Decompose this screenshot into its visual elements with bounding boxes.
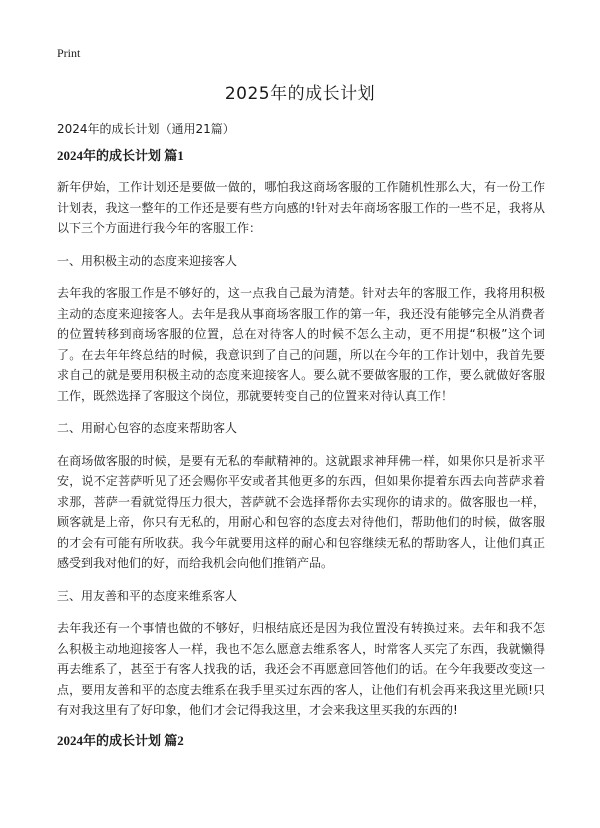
print-link[interactable]: Print xyxy=(57,46,81,60)
item-paragraph-2: 在商场做客服的时候，是要有无私的奉献精神的。这就跟求神拜佛一样，如果你只是祈求平安，说不定菩萨听见了还会赐你平安或者其他更多的东西，但如果你提着东西去向菩萨求着求那，菩萨一看就觉得压力很大，菩萨就不会选择帮你去实现你的请求的。做客服也一样，顾客就是上帝，你只有无私的，用耐心和包容的态度去对待他们，帮助他们的时候，做客服的才会有可能有所收获。我今年就要用这样的耐心和包容继续无私的帮助客人，让他们真正感受到我对他们的好，而给我机会向他们推销产品。 xyxy=(57,453,545,570)
item-heading-2: 二、用耐心包容的态度来帮助客人 xyxy=(57,421,238,435)
section-heading-2: 2024年的成长计划 篇2 xyxy=(57,732,184,748)
page-title: 2025年的成长计划 xyxy=(224,84,376,104)
document-subtitle: 2024年的成长计划（通用21篇） xyxy=(57,122,235,136)
item-paragraph-3: 去年我还有一个事情也做的不够好，归根结底还是因为我位置没有转换过来。去年和我不怎么积极主动地迎接客人一样，我也不怎么愿意去维系客人，时常客人买完了东西，我就懒得再去维系了，甚至于有客人找我的话，我还会不再愿意回答他们的话。在今年我要改变这一点，要用友善和平的态度去维系在我手里买过东西的客人，让他们有机会再来我这里光顾!只有对我这里有了好印象，他们才会记得我这里，才会来我这里买我的东西的! xyxy=(57,621,545,717)
item-paragraph-1: 去年我的客服工作是不够好的，这一点我自己最为清楚。针对去年的客服工作，我将用积极主动的态度来迎接客人。去年是我从事商场客服工作的第一年，我还没有能够完全从消费者的位置转移到商场客服的位置，总在对待客人的时候不怎么主动，更不用提“积极”这个词了。在去年年终总结的时候，我意识到了自己的问题，所以在今年的工作计划中，我首先要求自己的就是要用积极主动的态度来迎接客人。要么就不要做客服的工作，要么就做好客服工作，既然选择了客服这个岗位，那就要转变自己的位置来对待认真工作！ xyxy=(57,286,545,403)
item-heading-3: 三、用友善和平的态度来维系客人 xyxy=(57,588,238,603)
intro-paragraph: 新年伊始，工作计划还是要做一做的，哪怕我这商场客服的工作随机性那么大，有一份工作计划表，我这一整年的工作还是要有些方向感的!针对去年商场客服工作的一些不足，我将从以下三个方面进行我今年的客服工作： xyxy=(57,180,545,235)
item-heading-1: 一、用积极主动的态度来迎接客人 xyxy=(57,253,238,268)
document-body xyxy=(57,148,545,762)
section-heading-1: 2024年的成长计划 篇1 xyxy=(57,148,184,163)
